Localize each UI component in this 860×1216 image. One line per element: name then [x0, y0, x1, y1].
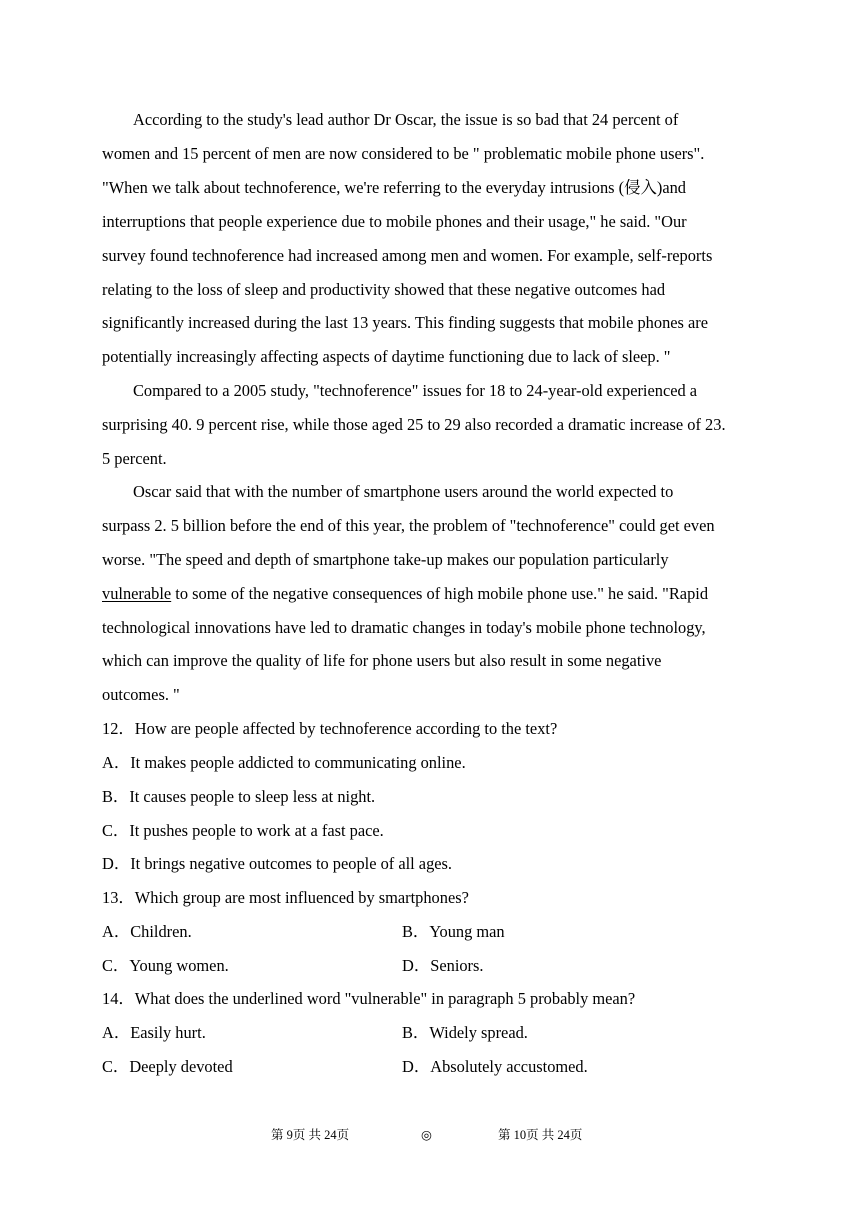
passage-line: which can improve the quality of life for phone users but also result in some negative: [102, 651, 662, 670]
underlined-word: vulnerable: [102, 584, 172, 603]
passage-line: survey found technoference had increased among men and women. For example, self-reports: [102, 246, 713, 265]
question-12-option-a: A．It makes people addicted to communicating online.: [102, 753, 466, 772]
passage-line-with-underline: [102, 584, 708, 604]
question-14-option-a: A．Easily hurt.: [102, 1023, 206, 1042]
passage-line: Oscar said that with the number of smartphone users around the world expected to: [133, 482, 674, 501]
question-14-option-d: D．Absolutely accustomed.: [402, 1057, 588, 1076]
passage-line: significantly increased during the last 13 years. This finding suggests that mobile phones are: [102, 313, 709, 332]
passage-line: potentially increasingly affecting aspects of daytime functioning due to lack of sleep. ": [102, 347, 671, 366]
question-12-stem: 12．How are people affected by technoference according to the text?: [102, 719, 558, 738]
question-13-option-d: D．Seniors.: [402, 956, 484, 975]
footer-separator-icon: ◎: [421, 1128, 432, 1142]
question-14-option-b: B．Widely spread.: [402, 1023, 528, 1042]
question-13-option-b: B．Young man: [402, 922, 505, 941]
question-13-stem: 13．Which group are most influenced by smartphones?: [102, 888, 469, 907]
passage-line: relating to the loss of sleep and productivity showed that these negative outcomes had: [102, 280, 666, 299]
question-12-option-c: C．It pushes people to work at a fast pace.: [102, 821, 384, 840]
question-13-option-c: C．Young women.: [102, 956, 229, 975]
question-13-option-a: A．Children.: [102, 922, 192, 941]
footer-page-left: 第 9页 共 24页: [271, 1128, 350, 1142]
question-12-option-d: D．It brings negative outcomes to people of all ages.: [102, 854, 453, 873]
question-14-option-c: C．Deeply devoted: [102, 1057, 233, 1076]
passage-line: According to the study's lead author Dr Oscar, the issue is so bad that 24 percent of: [133, 110, 679, 129]
passage-line: surprising 40. 9 percent rise, while those aged 25 to 29 also recorded a dramatic increase of 23.: [102, 415, 726, 434]
passage-line: technological innovations have led to dramatic changes in today's mobile phone technology,: [102, 618, 706, 637]
passage-line: 5 percent.: [102, 449, 167, 468]
passage-line: surpass 2. 5 billion before the end of this year, the problem of "technoference" could get even: [102, 516, 715, 535]
passage-line: outcomes. ": [102, 685, 180, 704]
passage-line: "When we talk about technoference, we're referring to the everyday intrusions (侵入)and: [102, 178, 686, 197]
question-14-stem: 14．What does the underlined word "vulnerable" in paragraph 5 probably mean?: [102, 989, 636, 1008]
passage-line: Compared to a 2005 study, "technoference" issues for 18 to 24-year-old experienced a: [133, 381, 698, 400]
question-12-option-b: B．It causes people to sleep less at night.: [102, 787, 376, 806]
passage-line-rest: to some of the negative consequences of high mobile phone use." he said. "Rapid: [171, 584, 709, 603]
footer-page-right: 第 10页 共 24页: [498, 1128, 583, 1142]
passage-line: women and 15 percent of men are now considered to be " problematic mobile phone users".: [102, 144, 705, 163]
passage-line: interruptions that people experience due to mobile phones and their usage," he said. "Our: [102, 212, 687, 231]
passage-line: worse. "The speed and depth of smartphone take-up makes our population particularly: [102, 550, 669, 569]
